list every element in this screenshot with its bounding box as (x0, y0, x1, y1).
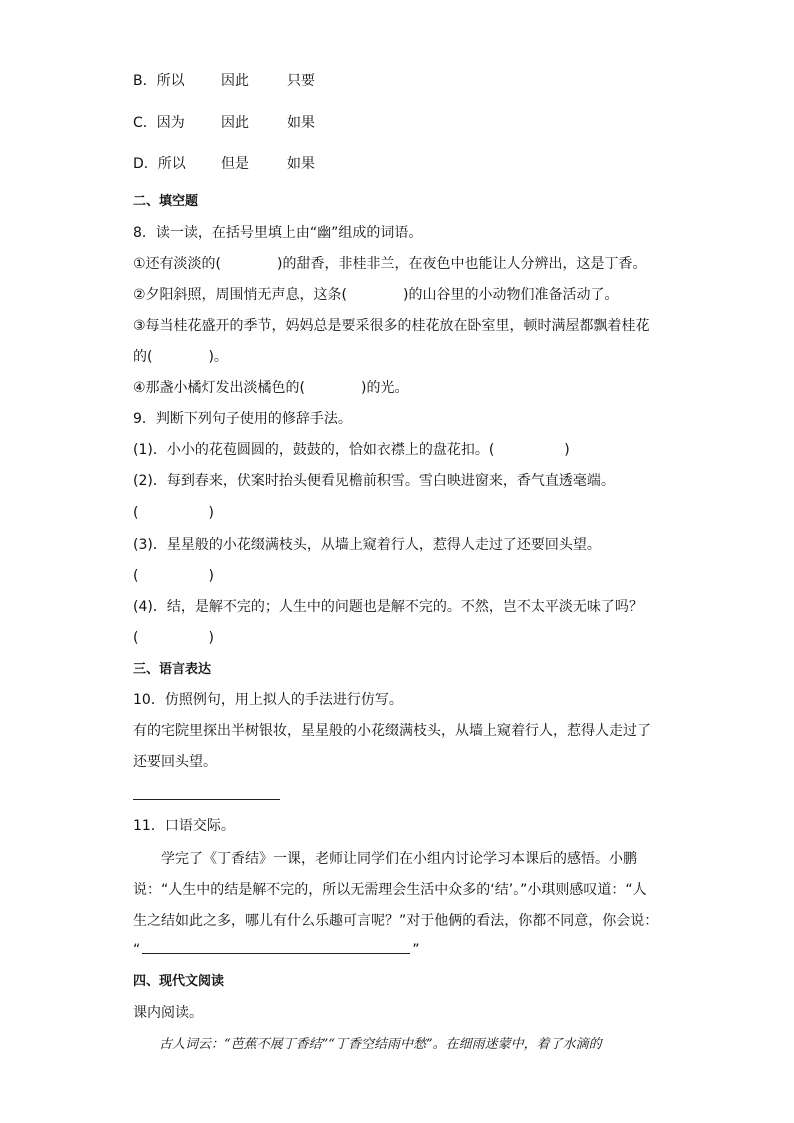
question-11-para-2: 说：“人生中的结是解不完的，所以无需理会生活中众多的‘结’。”小琪则感叹道：“人 (133, 882, 647, 898)
quote-answer-blank (142, 941, 410, 954)
option-d: D．所以 但是 如果 (133, 156, 315, 172)
question-8-stem: 8．读一读，在括号里填上由“幽”组成的词语。 (133, 225, 423, 241)
question-9-item-2: (2)．每到春来，伏案时抬头便看见檐前积雪。雪白映进窗来，香气直透毫端。 (133, 473, 615, 489)
question-9-item-4: (4)．结，是解不完的；人生中的问题也是解不完的。不然，岂不太平淡无味了吗？ (133, 599, 643, 615)
reading-passage-line: 古人词云：“芭蕉不展丁香结”“丁香空结雨中愁”。在细雨迷蒙中，着了水滴的 (133, 1037, 602, 1052)
question-8-item-2: ②夕阳斜照，周围悄无声息，这条( )的山谷里的小动物们准备活动了。 (133, 287, 619, 303)
question-9-stem: 9．判断下列句子使用的修辞手法。 (133, 411, 352, 427)
question-8-item-1: ①还有淡淡的( )的甜香，非桂非兰，在夜色中也能让人分辨出，这是丁香。 (133, 256, 647, 272)
question-9-item-3: (3)．星星般的小花缀满枝头，从墙上窥着行人，惹得人走过了还要回头望。 (133, 537, 601, 553)
answer-blank-line (133, 799, 280, 800)
question-10-example-line-2: 还要回头望。 (133, 754, 217, 770)
question-9-answer-4: ( ) (133, 630, 214, 646)
question-9-answer-2: ( ) (133, 505, 214, 521)
question-10-example-line-1: 有的宅院里探出半树银妆，星星般的小花缀满枝头，从墙上窥着行人，惹得人走过了 (133, 723, 651, 739)
question-9-item-1: (1)．小小的花苞圆圆的，鼓鼓的，恰如衣襟上的盘花扣。( ) (133, 442, 570, 458)
reading-intro: 课内阅读。 (133, 1005, 203, 1021)
question-8-item-3-cont: 的( )。 (133, 349, 228, 365)
question-11-answer: “ ” (133, 942, 420, 958)
question-8-item-3: ③每当桂花盛开的季节，妈妈总是要采很多的桂花放在卧室里，顿时满屋都飘着桂花 (133, 318, 650, 334)
section-heading-modern-reading: 四、现代文阅读 (133, 974, 225, 989)
option-c: C．因为 因此 如果 (133, 115, 315, 131)
question-9-answer-3: ( ) (133, 568, 214, 584)
question-11-stem: 11．口语交际。 (133, 818, 235, 834)
section-heading-fill-blank: 二、填空题 (133, 194, 199, 209)
question-8-item-4: ④那盏小橘灯发出淡橘色的( )的光。 (133, 380, 409, 396)
option-b: B．所以 因此 只要 (133, 73, 315, 89)
question-11-para-3: 生之结如此之多，哪儿有什么乐趣可言呢？”对于他俩的看法，你都不同意，你会说： (133, 913, 659, 929)
question-11-para-1: 学完了《丁香结》一课，老师让同学们在小组内讨论学习本课后的感悟。小鹏 (133, 851, 637, 867)
question-10-stem: 10．仿照例句，用上拟人的手法进行仿写。 (133, 692, 403, 708)
section-heading-language-expression: 三、语言表达 (133, 662, 212, 677)
